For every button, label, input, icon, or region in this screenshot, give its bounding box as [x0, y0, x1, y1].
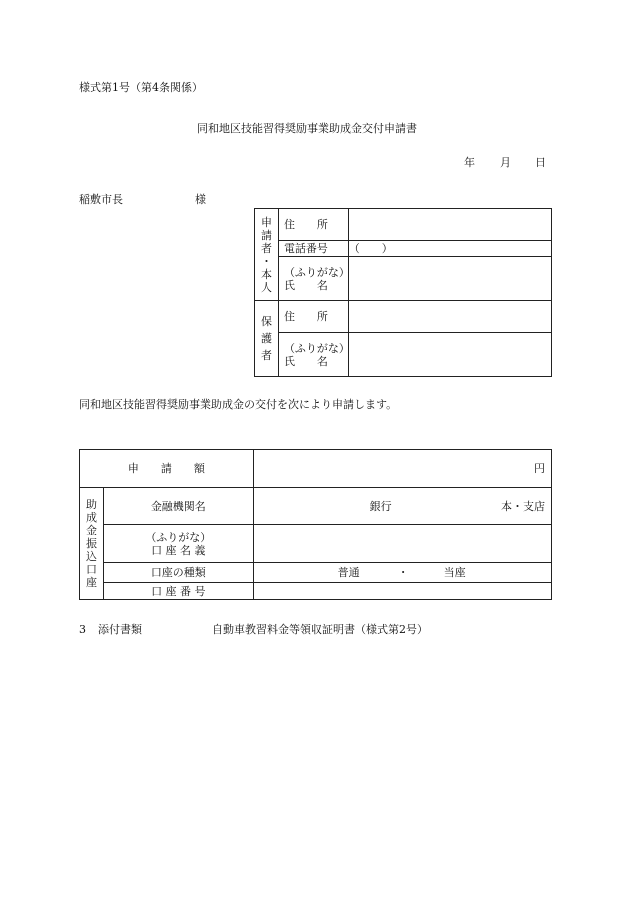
- branch-suffix: 本・支店: [501, 500, 545, 513]
- addressee-honorific: 様: [195, 193, 206, 206]
- guardian-name-field[interactable]: [348, 333, 551, 377]
- guardian-address-label: 住 所: [278, 301, 348, 333]
- attachments-value: 自動車教習料金等領収証明書（様式第2号）: [212, 623, 428, 636]
- document-title: 同和地区技能習得奨励事業助成金交付申請書: [197, 122, 417, 135]
- account-type-current[interactable]: 当座: [443, 566, 466, 579]
- yen-unit: 円: [534, 462, 545, 475]
- account-type-separator: ・: [397, 566, 409, 579]
- application-statement: 同和地区技能習得奨励事業助成金の交付を次により申請します。: [79, 398, 398, 411]
- request-amount-field[interactable]: [253, 450, 551, 488]
- account-type-field[interactable]: [253, 563, 551, 583]
- applicant-name-field[interactable]: [348, 257, 551, 301]
- bank-name-label: 金融機関名: [103, 488, 253, 525]
- date-day-label: 日: [535, 156, 546, 169]
- applicant-table: [254, 208, 552, 377]
- form-number: 様式第1号（第4条関係）: [79, 81, 203, 94]
- account-type-label: 口座の種類: [103, 563, 253, 583]
- transfer-account-side-label: 助 成 金 振 込 口 座: [80, 488, 104, 600]
- date-year-label: 年: [464, 156, 475, 169]
- bank-suffix: 銀行: [369, 500, 392, 513]
- applicant-address-label: 住 所: [278, 209, 348, 241]
- guardian-name-label: （ふりがな） 氏 名: [278, 333, 348, 377]
- applicant-phone-label: 電話番号: [278, 241, 348, 257]
- applicant-side-label: 申 請 者 ・ 本 人: [255, 209, 279, 301]
- guardian-address-field[interactable]: [348, 301, 551, 333]
- attachments-number: 3: [79, 623, 86, 636]
- account-number-label: 口 座 番 号: [103, 583, 253, 600]
- account-holder-label: （ふりがな） 口 座 名 義: [103, 525, 253, 563]
- account-number-field[interactable]: [253, 583, 551, 600]
- account-type-ordinary[interactable]: 普通: [337, 566, 360, 579]
- applicant-name-label: （ふりがな） 氏 名: [278, 257, 348, 301]
- date-month-label: 月: [500, 156, 511, 169]
- addressee-name: 稲敷市長: [79, 193, 123, 206]
- amount-table: [79, 449, 552, 600]
- guardian-side-label: 保 護 者: [255, 301, 279, 377]
- account-holder-field[interactable]: [253, 525, 551, 563]
- request-amount-label: 申 請 額: [80, 450, 254, 488]
- phone-paren: （ ）: [348, 242, 393, 255]
- bank-name-field[interactable]: [253, 488, 551, 525]
- attachments-label: 添付書類: [98, 623, 142, 636]
- applicant-address-field[interactable]: [348, 209, 551, 241]
- applicant-phone-field[interactable]: [348, 241, 551, 257]
